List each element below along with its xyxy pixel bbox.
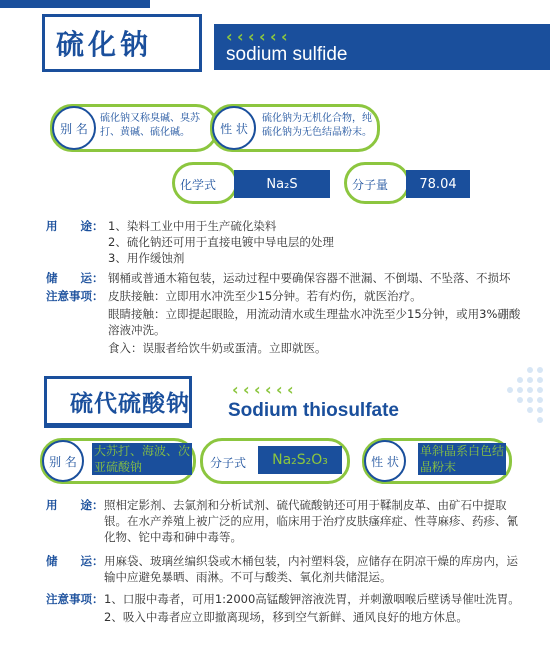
- alias-label: 别 名: [42, 440, 84, 482]
- props-label: 性 状: [364, 440, 406, 482]
- transport-key: 储 运：: [46, 554, 104, 568]
- formula-value: Na₂S: [234, 170, 330, 198]
- title-en-sodium-sulfide: sodium sulfide: [226, 44, 348, 65]
- title-cn-sodium-sulfide: 硫化钠: [56, 28, 153, 61]
- formula-value: Na₂S₂O₃: [258, 446, 342, 474]
- notes-line-1: 皮肤接触：立即用水冲洗至少15分钟。若有灼伤，就医治疗。: [108, 289, 422, 303]
- transport-text: 钢桶或普通木箱包装，运动过程中要确保容器不泄漏、不倒塌、不坠落、不损坏: [108, 271, 511, 285]
- props-label: 性 状: [212, 106, 256, 150]
- uses-key: 用 途：: [46, 498, 104, 512]
- alias-label: 别 名: [52, 106, 96, 150]
- notes-key: 注意事项：: [46, 289, 104, 303]
- formula-label: 分子式: [210, 456, 247, 470]
- uses-line-2: 2、硫化钠还可用于直接电镀中导电层的处理: [108, 235, 334, 249]
- uses-text: 照相定影剂、去氯剂和分析试剂、硫代硫酸钠还可用于鞣制皮革、由矿石中提取银。在水产养殖上被广泛的应用，临床用于治疗皮肤瘙痒症、性荨麻疹、药疹、氰化物、铊中毒和砷中毒等。: [104, 498, 518, 544]
- notes-line-3: 食入：误服者给饮牛奶或蛋清。立即就医。: [108, 341, 327, 355]
- uses-line-3: 3、用作缓蚀剂: [108, 251, 185, 265]
- chevrons-icon: ‹ ‹ ‹ ‹ ‹ ‹: [226, 27, 288, 46]
- uses-key: 用 途：: [46, 219, 104, 233]
- uses-line-1: 1、染料工业中用于生产硫化染料: [108, 219, 277, 233]
- notes-key: 注意事项：: [46, 592, 104, 606]
- alias-text: 大苏打、海波、次亚硫酸钠: [94, 444, 191, 474]
- alias-text: 硫化钠又称臭碱、臭苏打、黄碱、硫化碱。: [100, 113, 200, 138]
- formula-label: 化学式: [180, 178, 217, 192]
- corner-accent: [0, 0, 150, 8]
- notes-line-2: 2、吸入中毒者应立即撤离现场，移到空气新鲜、通风良好的地方休息。: [104, 610, 468, 624]
- props-text: 单斜晶系白色结晶粉末: [420, 444, 505, 474]
- mw-label: 分子量: [352, 178, 389, 192]
- transport-key: 储 运：: [46, 271, 104, 285]
- title-cn-sodium-thiosulfate: 硫代硫酸钠: [70, 391, 190, 417]
- chevrons-icon: ‹ ‹ ‹ ‹ ‹ ‹: [232, 380, 294, 399]
- props-text: 硫化钠为无机化合物，纯硫化钠为无色结晶粉末。: [262, 113, 372, 138]
- notes-line-1: 1、口服中毒者，可用1:2000高锰酸钾溶液洗胃，并刺激咽喉后壁诱导催吐洗胃。: [104, 592, 520, 606]
- title-en-sodium-thiosulfate: Sodium thiosulfate: [228, 400, 399, 421]
- mw-value: 78.04: [406, 170, 470, 198]
- transport-text: 用麻袋、玻璃丝编织袋或木桶包装，内衬塑料袋，应储存在阴凉干燥的库房内，运输中应避免暴晒、雨淋。不可与酸类、氧化剂共储混运。: [104, 554, 518, 584]
- notes-line-2: 眼睛接触：立即提起眼睑，用流动清水或生理盐水冲洗至少15分钟，或用3%硼酸溶液冲洗。: [108, 307, 521, 337]
